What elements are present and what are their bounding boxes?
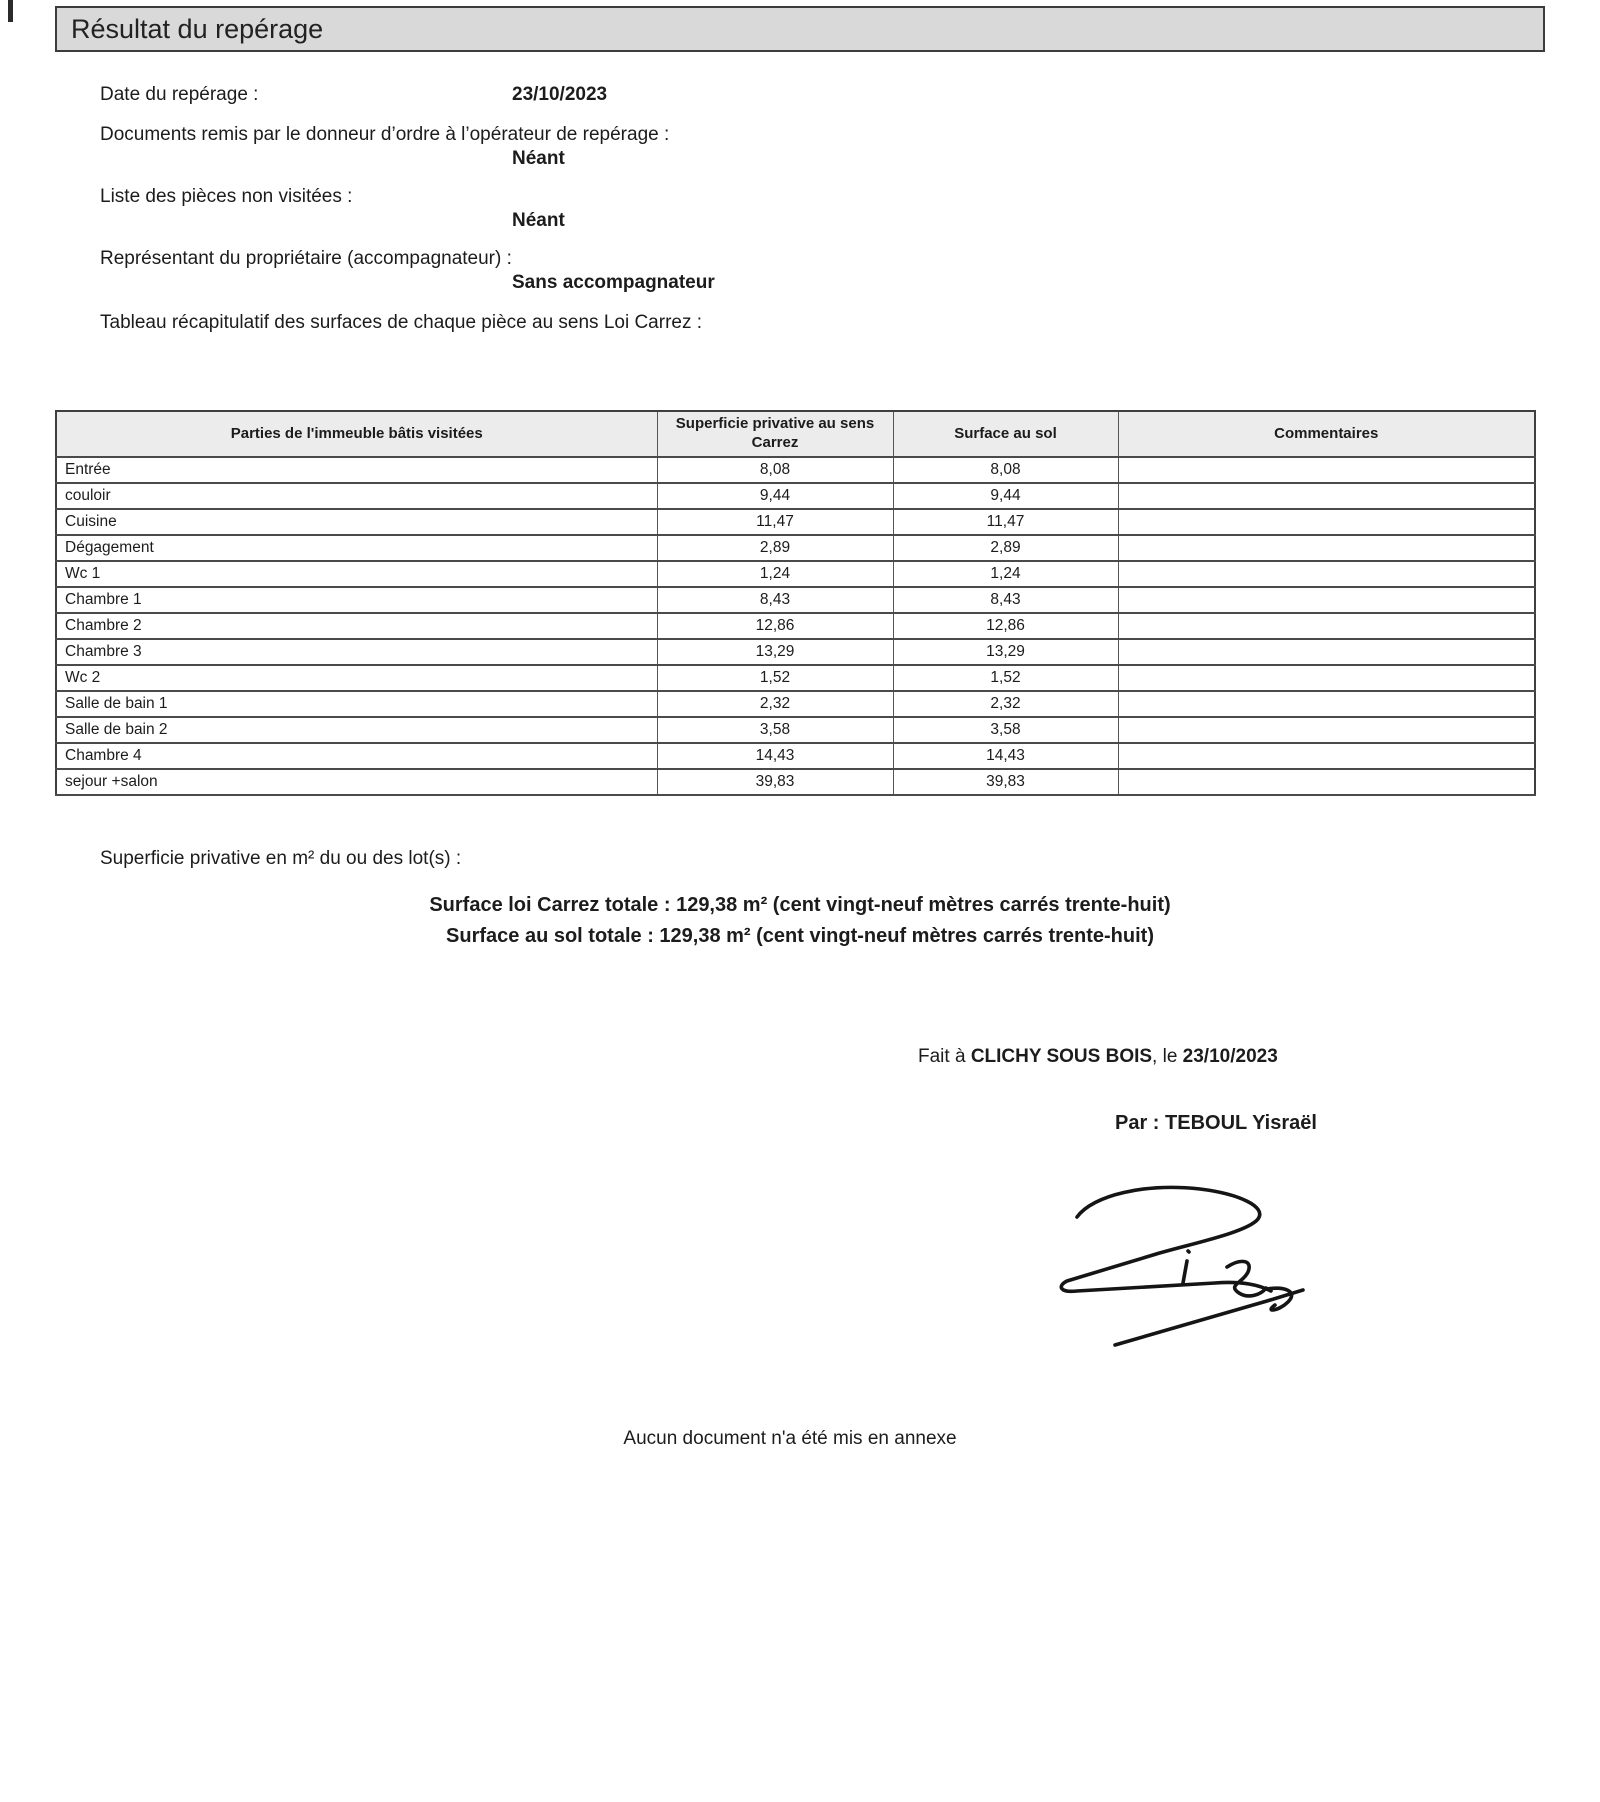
table-row — [56, 743, 1535, 769]
room-name-cell: Entrée — [56, 457, 657, 483]
table-row — [56, 561, 1535, 587]
comment-cell — [1118, 665, 1535, 691]
comment-cell — [1118, 613, 1535, 639]
comment-cell — [1118, 769, 1535, 795]
sol-value-cell: 2,32 — [893, 691, 1118, 717]
sol-value-cell: 39,83 — [893, 769, 1118, 795]
carrez-value-cell: 1,24 — [657, 561, 893, 587]
carrez-value-cell: 1,52 — [657, 665, 893, 691]
table-row — [56, 483, 1535, 509]
pieces-non-visitees-value: Néant — [512, 210, 565, 231]
room-name-cell: Cuisine — [56, 509, 657, 535]
carrez-value-cell: 11,47 — [657, 509, 893, 535]
sol-value-cell: 11,47 — [893, 509, 1118, 535]
sol-value-cell: 1,24 — [893, 561, 1118, 587]
comment-cell — [1118, 691, 1535, 717]
room-name-cell: Chambre 3 — [56, 639, 657, 665]
comment-cell — [1118, 561, 1535, 587]
comment-cell — [1118, 509, 1535, 535]
carrez-value-cell: 13,29 — [657, 639, 893, 665]
room-name-cell: Wc 2 — [56, 665, 657, 691]
table-header-row — [56, 411, 1535, 457]
page-title: Résultat du repérage — [71, 13, 324, 44]
col-header-commentaires: Commentaires — [1118, 411, 1535, 457]
total-carrez-line: Surface loi Carrez totale : 129,38 m² (cent vingt-neuf mètres carrés trente-huit) — [429, 894, 1171, 916]
par-operator-line: Par : TEBOUL Yisraël — [1115, 1112, 1317, 1134]
sol-value-cell: 13,29 — [893, 639, 1118, 665]
sol-value-cell: 14,43 — [893, 743, 1118, 769]
sol-value-cell: 2,89 — [893, 535, 1118, 561]
comment-cell — [1118, 743, 1535, 769]
table-row — [56, 665, 1535, 691]
col-header-carrez: Superficie privative au sens Carrez — [657, 411, 893, 457]
surface-table-body — [56, 457, 1535, 795]
table-row — [56, 613, 1535, 639]
table-row — [56, 691, 1535, 717]
signature-image — [1015, 1165, 1350, 1365]
sol-value-cell: 8,43 — [893, 587, 1118, 613]
room-name-cell: Salle de bain 1 — [56, 691, 657, 717]
table-intro-text: Tableau récapitulatif des surfaces de chaque pièce au sens Loi Carrez : — [100, 312, 703, 333]
table-row — [56, 457, 1535, 483]
fait-a-prefix: Fait à — [918, 1046, 971, 1067]
sol-value-cell: 12,86 — [893, 613, 1118, 639]
table-row — [56, 639, 1535, 665]
room-name-cell: couloir — [56, 483, 657, 509]
comment-cell — [1118, 535, 1535, 561]
pieces-non-visitees-label: Liste des pièces non visitées : — [100, 186, 353, 207]
table-row — [56, 717, 1535, 743]
carrez-value-cell: 2,89 — [657, 535, 893, 561]
carrez-value-cell: 3,58 — [657, 717, 893, 743]
table-row — [56, 509, 1535, 535]
carrez-value-cell: 39,83 — [657, 769, 893, 795]
comment-cell — [1118, 717, 1535, 743]
sol-value-cell: 9,44 — [893, 483, 1118, 509]
carrez-value-cell: 9,44 — [657, 483, 893, 509]
carrez-value-cell: 8,08 — [657, 457, 893, 483]
room-name-cell: Chambre 1 — [56, 587, 657, 613]
date-reperage-value: 23/10/2023 — [512, 84, 608, 105]
surface-table — [55, 410, 1536, 796]
representant-label: Représentant du propriétaire (accompagnateur) : — [100, 248, 512, 269]
room-name-cell: Chambre 2 — [56, 613, 657, 639]
date-reperage-label: Date du repérage : — [100, 84, 259, 105]
comment-cell — [1118, 483, 1535, 509]
le-text: , le — [1152, 1046, 1183, 1067]
table-row — [56, 769, 1535, 795]
documents-remis-label: Documents remis par le donneur d’ordre à l’opérateur de repérage : — [100, 124, 670, 145]
table-row — [56, 587, 1535, 613]
city-name: CLICHY SOUS BOIS — [970, 1046, 1153, 1067]
documents-remis-value: Néant — [512, 148, 565, 169]
page-edge-mark — [8, 0, 13, 22]
room-name-cell: Dégagement — [56, 535, 657, 561]
comment-cell — [1118, 457, 1535, 483]
comment-cell — [1118, 587, 1535, 613]
col-header-parties: Parties de l'immeuble bâtis visitées — [56, 411, 657, 457]
room-name-cell: Salle de bain 2 — [56, 717, 657, 743]
col-header-sol: Surface au sol — [893, 411, 1118, 457]
sol-value-cell: 3,58 — [893, 717, 1118, 743]
representant-value: Sans accompagnateur — [512, 272, 715, 293]
section-title-bar — [55, 6, 1545, 52]
carrez-value-cell: 2,32 — [657, 691, 893, 717]
carrez-value-cell: 8,43 — [657, 587, 893, 613]
annexe-note: Aucun document n'a été mis en annexe — [623, 1428, 957, 1449]
total-sol-line: Surface au sol totale : 129,38 m² (cent vingt-neuf mètres carrés trente-huit) — [446, 925, 1154, 947]
room-name-cell: Chambre 4 — [56, 743, 657, 769]
superficie-privative-line: Superficie privative en m² du ou des lot(s) : — [100, 848, 462, 869]
sol-value-cell: 1,52 — [893, 665, 1118, 691]
room-name-cell: sejour +salon — [56, 769, 657, 795]
sol-value-cell: 8,08 — [893, 457, 1118, 483]
totals-block — [0, 890, 1600, 952]
room-name-cell: Wc 1 — [56, 561, 657, 587]
carrez-value-cell: 12,86 — [657, 613, 893, 639]
comment-cell — [1118, 639, 1535, 665]
table-row — [56, 535, 1535, 561]
fait-a-line — [918, 1046, 1278, 1068]
carrez-value-cell: 14,43 — [657, 743, 893, 769]
signature-date: 23/10/2023 — [1182, 1046, 1278, 1067]
